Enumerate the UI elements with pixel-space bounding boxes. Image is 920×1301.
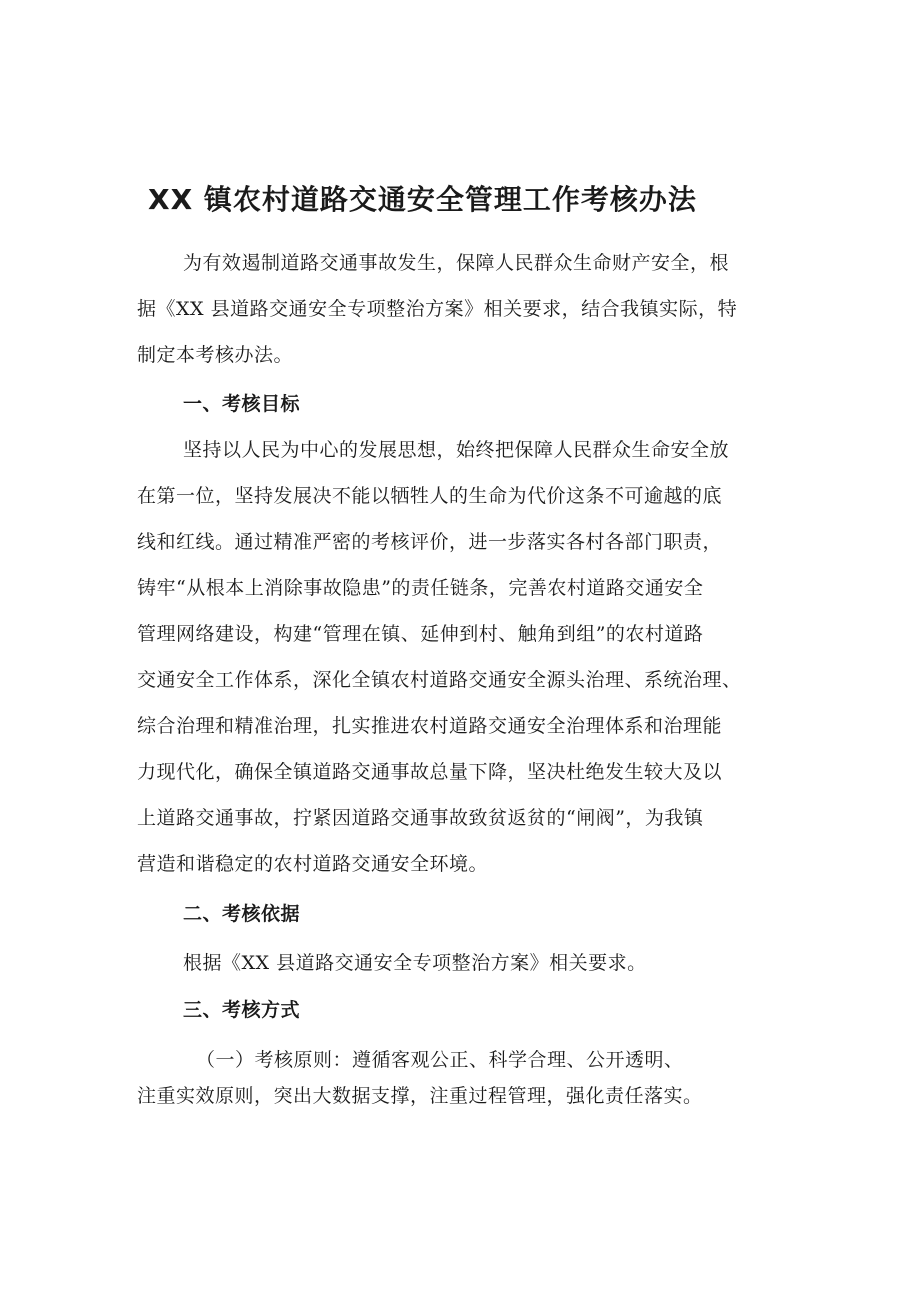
body-line: 交通安全工作体系，深化全镇农村道路交通安全源头治理、系统治理、 — [137, 669, 742, 691]
body-line: 在第一位，坚持发展决不能以牺牲人的生命为代价这条不可逾越的底 — [137, 485, 723, 507]
intro-line: 据《XX 县道路交通安全专项整治方案》相关要求，结合我镇实际，特 — [137, 298, 738, 320]
body-line: （一）考核原则：遵循客观公正、科学合理、公开透明、 — [196, 1049, 684, 1071]
body-line: 管理网络建设，构建“管理在镇、延伸到村、触角到组”的农村道路 — [137, 623, 704, 645]
intro-line: 为有效遏制道路交通事故发生，保障人民群众生命财产安全，根 — [183, 252, 730, 274]
body-line: 根据《XX 县道路交通安全专项整治方案》相关要求。 — [183, 952, 647, 974]
body-line: 营造和谐稳定的农村道路交通安全环境。 — [137, 853, 489, 875]
body-line: 坚持以人民为中心的发展思想，始终把保障人民群众生命安全放 — [183, 439, 730, 461]
document-title: XX 镇农村道路交通安全管理工作考核办法 — [148, 183, 697, 216]
body-line: 线和红线。通过精准严密的考核评价，进一步落实各村各部门职责， — [137, 531, 723, 553]
body-line: 上道路交通事故，拧紧因道路交通事故致贫返贫的“闸阀”，为我镇 — [137, 807, 704, 829]
body-line: 力现代化，确保全镇道路交通事故总量下降，坚决杜绝发生较大及以 — [137, 761, 723, 783]
body-line: 注重实效原则，突出大数据支撑，注重过程管理，强化责任落实。 — [137, 1085, 703, 1107]
body-line: 铸牢“从根本上消除事故隐患”的责任链条，完善农村道路交通安全 — [137, 577, 704, 599]
section-heading: 三、考核方式 — [183, 999, 301, 1021]
body-line: 综合治理和精准治理，扎实推进农村道路交通安全治理体系和治理能 — [137, 715, 723, 737]
intro-line: 制定本考核办法。 — [137, 344, 294, 366]
section-heading: 一、考核目标 — [183, 393, 301, 415]
section-heading: 二、考核依据 — [183, 903, 301, 925]
